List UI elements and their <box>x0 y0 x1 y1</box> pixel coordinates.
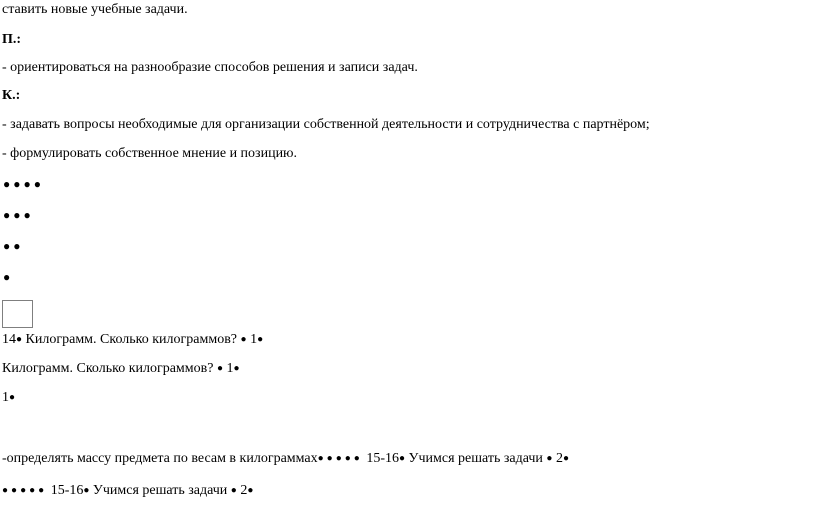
row-a-text: Килограмм. Сколько килограммов? <box>22 332 241 347</box>
bullet-row-3: ●●● <box>3 208 34 222</box>
bullet-icon: ● <box>257 334 264 345</box>
bullet-icon: ● <box>9 392 16 403</box>
text-row-b <box>2 361 240 377</box>
row-b-text: Килограмм. Сколько килограммов? <box>2 361 217 376</box>
row-b-count: 1 <box>223 361 234 376</box>
text-line-p1: - ориентироваться на разнообразие способов решения и записи задач. <box>2 60 418 75</box>
text-line-k1: - задавать вопросы необходимые для организации собственной деятельности и сотрудничества с партнёром; <box>2 117 650 132</box>
text-line-goal: ставить новые учебные задачи. <box>2 2 188 17</box>
text-row-e <box>2 483 253 499</box>
bullet-icon: ● <box>230 485 237 496</box>
bullet-row-4: ●●●● <box>3 177 44 191</box>
text-row-c <box>2 390 15 406</box>
bullet-icon: ● <box>240 334 247 345</box>
bullet-group: ●●●●● <box>2 485 48 496</box>
row-c-count: 1 <box>2 390 9 405</box>
text-row-d <box>2 451 569 467</box>
bullet-icon: ● <box>562 453 570 464</box>
row-d-text: -определять массу предмета по весам в килограммах <box>2 451 318 466</box>
bullet-icon: ● <box>83 485 90 496</box>
row-d-topic: Учимся решать задачи <box>405 451 547 466</box>
bullet-group: ●●●●● <box>317 453 363 464</box>
row-e-count: 2 <box>236 483 248 498</box>
row-e-lesson: 15-16 <box>47 483 84 498</box>
text-line-k2: - формулировать собственное мнение и позицию. <box>2 146 298 161</box>
empty-frame <box>2 300 33 328</box>
row-e-topic: Учимся решать задачи <box>89 483 231 498</box>
bullet-icon: ● <box>546 453 553 464</box>
bullet-icon: ● <box>16 334 23 345</box>
text-row-a <box>2 332 263 348</box>
bullet-row-1: ● <box>3 270 14 284</box>
bullet-row-2: ●● <box>3 239 24 253</box>
bullet-icon: ● <box>233 363 240 374</box>
bullet-icon: ● <box>216 363 224 374</box>
heading-p: П.: <box>2 32 22 47</box>
row-d-lesson: 15-16 <box>362 451 399 466</box>
bullet-icon: ● <box>247 485 254 496</box>
row-a-number: 14 <box>2 332 16 347</box>
bullet-icon: ● <box>399 453 406 464</box>
row-a-count: 1 <box>246 332 258 347</box>
row-d-count: 2 <box>552 451 563 466</box>
heading-k: К.: <box>2 88 21 103</box>
